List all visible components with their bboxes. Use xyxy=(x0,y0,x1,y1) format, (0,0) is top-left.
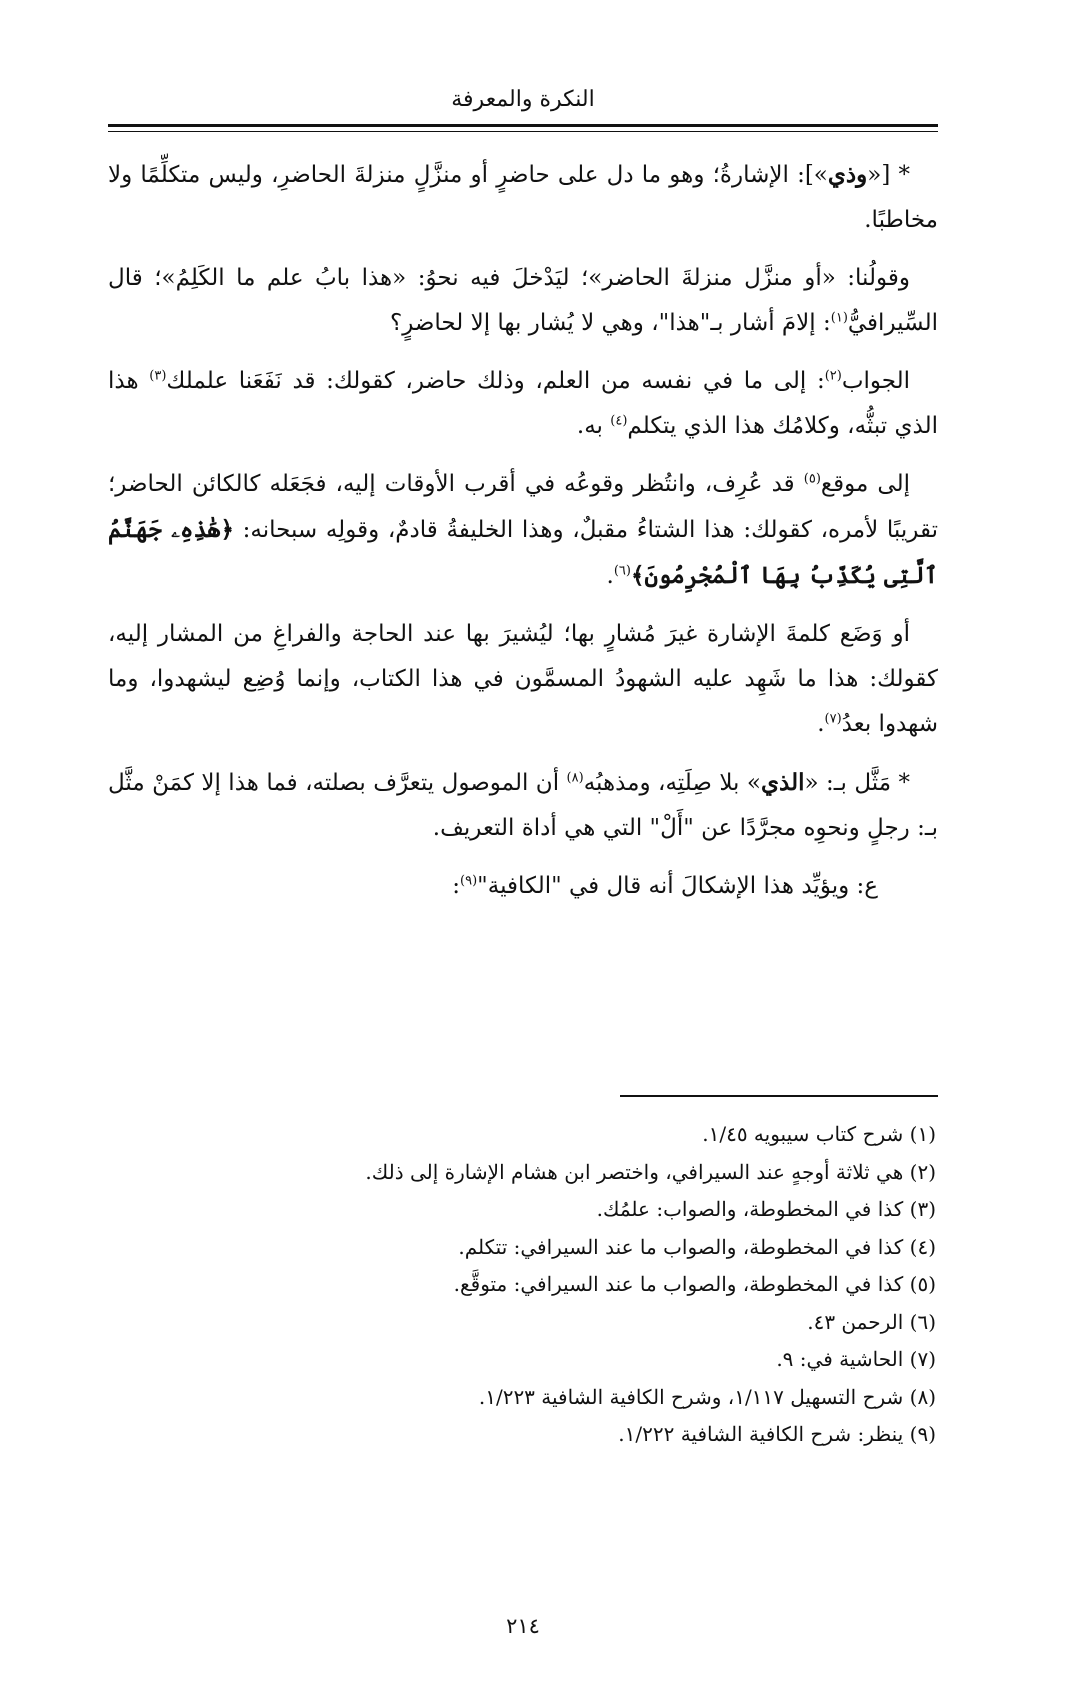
paragraph-text: : xyxy=(452,873,461,899)
header-rule-thick xyxy=(108,124,938,127)
running-header: النكرة والمعرفة xyxy=(451,87,595,112)
paragraph-5 xyxy=(108,612,938,747)
paragraph-2 xyxy=(108,256,938,346)
footnote-item: (٥) كذا في المخطوطة، والصواب ما عند السيرافي: متوقَّع. xyxy=(453,1272,936,1296)
footnote-item: (٨) شرح التسهيل ١/١١٧، وشرح الكافية الشافية ١/٢٢٣. xyxy=(478,1384,936,1409)
bold-term: وذي xyxy=(827,161,868,188)
paragraph-text: »]: الإشارةُ؛ وهو ما دل على حاضرٍ أو منزَّلٍ منزلةَ الحاضرِ، وليس متكلِّمًا ولا مخاطبًا. xyxy=(108,162,938,233)
bold-term: الذي xyxy=(761,769,805,796)
paragraph-text: به. xyxy=(576,413,611,439)
footnote-item: (٧) الحاشية في: ٩. xyxy=(776,1347,936,1371)
paragraph-text: . xyxy=(606,563,614,589)
quran-verse: ﴿هَٰذِهِۦ جَهَنَّمُ ٱلَّتِى يُكَذِّبُ بِهَا ٱلْمُجْرِمُونَ﴾ xyxy=(108,516,938,589)
paragraph-3 xyxy=(108,359,938,449)
paragraph-text: إلى موقع xyxy=(820,471,910,497)
footnote-ref[interactable]: (٢) xyxy=(824,368,842,384)
paragraph-text: الجواب xyxy=(841,368,911,394)
footnote-item: (٩) ينظر: شرح الكافية الشافية ١/٢٢٢. xyxy=(618,1422,936,1446)
paragraph-text: هذا الذي تبثُّه، وكلامُك هذا الذي يتكلم xyxy=(108,368,938,439)
main-text xyxy=(108,152,938,922)
paragraph-7 xyxy=(108,864,938,909)
footnote-item: (٢) هي ثلاثة أوجهٍ عند السيرافي، واختصر ابن هشام الإشارة إلى ذلك. xyxy=(365,1159,936,1184)
footnote-ref[interactable]: (٥) xyxy=(803,471,821,487)
header-rule-thin xyxy=(108,131,938,132)
paragraph-text: أن الموصول يتعرَّف بصلته، فما هذا إلا كمَنْ مثَّل بـ: رجلٍ ونحوِه مجرَّدًا عن "أَلْ" التي هي أداة التعريف. xyxy=(108,770,938,841)
footnote-ref[interactable]: (٤) xyxy=(610,413,628,429)
paragraph-text: » بلا صِلَتِه، ومذهبُه xyxy=(583,770,761,796)
paragraph-text: : إلامَ أشار بـ"هذا"، وهي لا يُشار بها إلا لحاضرٍ؟ xyxy=(389,310,831,336)
paragraph-text: * [« xyxy=(867,162,910,188)
footnote-ref[interactable]: (٨) xyxy=(566,770,584,786)
footnote-ref[interactable]: (٩) xyxy=(460,873,478,889)
footnote-separator xyxy=(620,1095,938,1097)
footnote-item: (٦) الرحمن ٤٣. xyxy=(807,1309,936,1334)
paragraph-text: ع: ويؤيِّد هذا الإشكالَ أنه قال في "الكافية" xyxy=(477,873,878,899)
footnote-item: (١) شرح كتاب سيبويه ١/٤٥. xyxy=(702,1122,936,1146)
paragraph-text: : إلى ما في نفسه من العلم، وذلك حاضر، كقولك: قد نَفَعَنا علملك xyxy=(166,368,825,394)
footnote-item: (٤) كذا في المخطوطة، والصواب ما عند السيرافي: تتكلم. xyxy=(458,1234,936,1259)
footnotes-list xyxy=(108,1116,938,1454)
footnote-item: (٣) كذا في المخطوطة، والصواب: علمُك. xyxy=(596,1197,936,1221)
paragraph-1 xyxy=(108,152,938,243)
paragraph-text: . xyxy=(817,711,825,737)
footnote-ref[interactable]: (٧) xyxy=(824,711,842,727)
paragraph-text: قد عُرِف، وانتُظر وقوعُه في أقرب الأوقات إليه، فجَعَله كالكائن الحاضر؛ تقريبًا لأمره، كقولك: هذا الشتاءُ مقبلٌ، وهذا الخليفةُ قادمٌ، وقولِه سبحانه: xyxy=(108,471,938,543)
page-number: ٢١٤ xyxy=(506,1614,540,1638)
paragraph-6 xyxy=(108,760,938,851)
paragraph-text: أو وَضَع كلمةَ الإشارة غيرَ مُشارٍ بها؛ ليُشيرَ بها عند الحاجة والفراغِ من المشار إليه، كقولك: هذا ما شَهِد عليه الشهودُ المسمَّون في هذا الكتاب، وإنما وُضِع ليشهدوا، وما شهدوا بعدُ xyxy=(108,621,938,737)
paragraph-4 xyxy=(108,462,938,599)
footnote-ref[interactable]: (٦) xyxy=(613,563,631,579)
paragraph-text: وقولُنا: «أو منزَّل منزلةَ الحاضر»؛ ليَدْخلَ فيه نحوُ: «هذا بابُ علم ما الكَلِمُ»؛ قال السِّيرافيُّ xyxy=(108,265,938,336)
footnote-ref[interactable]: (٣) xyxy=(149,368,167,384)
footnote-ref[interactable]: (١) xyxy=(830,310,848,326)
paragraph-text: * مَثَّل بـ: « xyxy=(804,770,910,796)
